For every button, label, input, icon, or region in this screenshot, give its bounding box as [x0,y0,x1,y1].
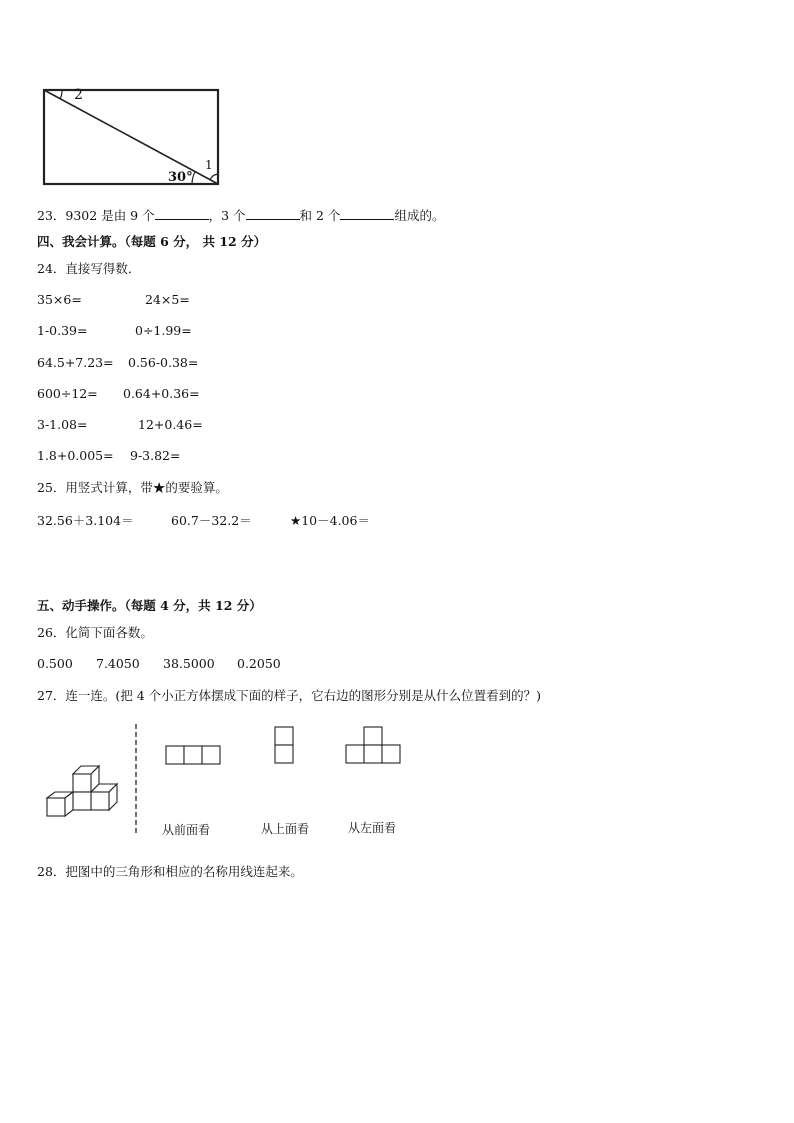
q24-item: 0.56-0.38= [128,355,199,370]
section-4-title: 四、我会计算。（每题 6 分， 共 12 分） [37,234,267,249]
q23-text-3: 和 2 个 [299,208,341,223]
cube-stack-figure [44,762,126,824]
question-28-title: 28．把图中的三角形和相应的名称用线连起来。 [37,864,303,879]
view-left-shape [345,725,403,765]
question-23 [37,208,444,224]
q24-item: 1-0.39= [37,323,88,338]
q23-blank-2[interactable] [246,208,300,220]
rectangle-diagonal-figure [40,86,225,190]
q24-item: 64.5+7.23= [37,355,114,370]
question-25-title: 25．用竖式计算，带★的要验算。 [37,480,228,495]
q24-item: 9-3.82= [130,448,181,463]
q23-text-4: 组成的。 [394,208,445,223]
question-27-title: 27．连一连。(把 4 个小正方体摆成下面的样子，它右边的图形分别是从什么位置看到的？) [37,688,542,703]
angle-2-label: 2 [74,87,83,103]
q24-item: 600÷12= [37,386,98,401]
view-label-left: 从左面看 [348,821,397,835]
angle-30-label: 30° [168,170,193,185]
view-label-top: 从上面看 [261,822,310,836]
q25-item: ★10－4.06＝ [290,513,370,528]
q26-number: 0.500 [37,656,73,671]
angle-1-label: 1 [205,158,213,172]
angle-2-arc [60,90,62,99]
question-24-title: 24．直接写得数． [37,261,141,276]
q24-item: 0.64+0.36= [123,386,200,401]
view-label-front: 从前面看 [162,823,211,837]
view-top-shape [274,725,296,765]
q24-item: 0÷1.99= [135,323,192,338]
q25-item: 32.56＋3.104＝ [37,513,134,528]
q26-number: 38.5000 [163,656,215,671]
q23-text-1: 23．9302 是由 9 个 [37,208,155,223]
view-front-shape [165,744,223,766]
q26-number: 7.4050 [96,656,140,671]
q23-text-2: ，3 个 [208,208,246,223]
q25-item: 60.7－32.2＝ [171,513,252,528]
q23-blank-1[interactable] [155,208,209,220]
section-5-title: 五、动手操作。（每题 4 分，共 12 分） [37,598,262,613]
angle-1-arc [210,174,218,180]
q24-item: 1.8+0.005= [37,448,114,463]
q24-item: 3-1.08= [37,417,88,432]
q23-blank-3[interactable] [340,208,394,220]
q24-item: 12+0.46= [138,417,203,432]
q24-item: 35×6= [37,292,82,307]
q24-item: 24×5= [145,292,190,307]
question-26-title: 26．化简下面各数。 [37,625,153,640]
dashed-divider [133,724,139,836]
q26-number: 0.2050 [237,656,281,671]
